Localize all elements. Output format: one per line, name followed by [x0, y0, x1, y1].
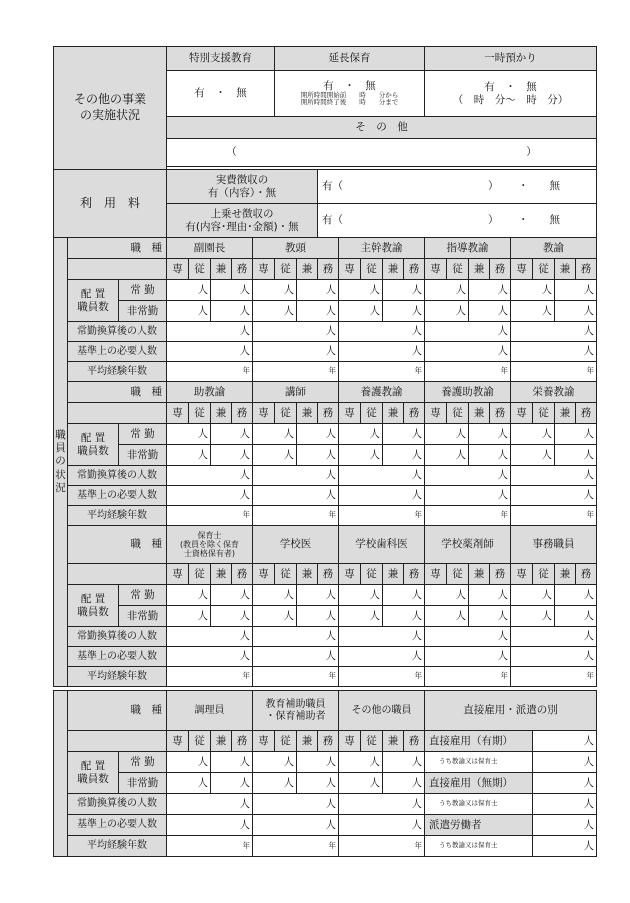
fulltime-concurrent-cell[interactable]: 人	[555, 280, 597, 301]
parttime-concurrent-cell[interactable]: 人	[297, 301, 339, 322]
sub-header-part1: 兼	[297, 731, 318, 752]
special-support-header: 特別支援教育	[167, 47, 275, 71]
other-value[interactable]	[167, 139, 597, 167]
employment-label: うち教諭又は保育士	[425, 794, 533, 815]
experience-cell[interactable]: 年	[253, 506, 339, 526]
sub-header-part1: 兼	[555, 564, 576, 585]
extra-cost-open: 有（	[322, 214, 343, 227]
form-page	[53, 46, 597, 857]
sub-header-part2: 務	[232, 564, 253, 585]
required-label: 基準上の必要人数	[68, 342, 167, 362]
sub-header-part2: 務	[232, 259, 253, 280]
fte-cell[interactable]: 人	[339, 794, 425, 815]
fulltime-label: 常 勤	[119, 280, 167, 301]
fulltime-exclusive-cell[interactable]: 人	[425, 424, 469, 445]
sub-header-part1: 兼	[383, 731, 404, 752]
sub-header-part2: 務	[404, 259, 425, 280]
sub-header-full2: 従	[361, 731, 383, 752]
fulltime-exclusive-cell[interactable]: 人	[425, 280, 469, 301]
experience-label: 平均経験年数	[68, 506, 167, 526]
sub-header-part2: 務	[232, 403, 253, 424]
parttime-exclusive-cell[interactable]: 人	[253, 606, 297, 627]
fte-cell[interactable]: 人	[339, 466, 425, 486]
employment-value[interactable]: 人	[533, 731, 597, 752]
sub-header-full1: 専	[167, 731, 189, 752]
job-type-label: 職 種	[68, 382, 167, 403]
experience-label: 平均経験年数	[68, 836, 167, 857]
fulltime-concurrent-cell[interactable]: 人	[383, 585, 425, 606]
sub-header-full2: 従	[447, 259, 469, 280]
required-cell[interactable]: 人	[339, 815, 425, 836]
fte-cell[interactable]: 人	[425, 322, 511, 342]
job-header: 教諭	[511, 238, 597, 259]
required-cell[interactable]: 人	[253, 486, 339, 506]
fte-label: 常勤換算後の人数	[68, 322, 167, 342]
job-header: 学校薬剤師	[425, 526, 511, 564]
sub-header-full1: 専	[253, 731, 275, 752]
parttime-concurrent-cell[interactable]: 人	[297, 606, 339, 627]
required-cell[interactable]: 人	[511, 647, 597, 667]
job-type-label: 職 種	[68, 238, 167, 259]
fulltime-exclusive-cell[interactable]: 人	[253, 752, 297, 773]
sub-header-full1: 専	[339, 259, 361, 280]
job-header: 教育補助職員 ・保育補助者	[253, 691, 339, 731]
extra-cost-close: ）	[488, 214, 499, 227]
assign-label: 配 置 職員数	[68, 280, 119, 322]
parttime-concurrent-cell[interactable]: 人	[383, 773, 425, 794]
actual-cost-value[interactable]	[318, 170, 597, 204]
employment-label: 直接雇用（無期）	[425, 773, 533, 794]
fulltime-exclusive-cell[interactable]: 人	[425, 585, 469, 606]
other-close: ）	[526, 146, 537, 159]
sub-header-full2: 従	[361, 259, 383, 280]
extra-cost-label-text: 上乗せ徴収の 有(内容･理由･金額)・無	[185, 208, 299, 233]
sub-header-part2: 務	[490, 564, 511, 585]
sub-header-part2: 務	[404, 731, 425, 752]
fulltime-exclusive-cell[interactable]: 人	[167, 585, 211, 606]
other-business-label	[54, 47, 167, 170]
parttime-concurrent-cell[interactable]: 人	[211, 445, 253, 466]
employment-label: 直接雇用（有期）	[425, 731, 533, 752]
job-header: 養護教諭	[339, 382, 425, 403]
sub-header-full2: 従	[189, 731, 211, 752]
parttime-exclusive-cell[interactable]: 人	[253, 445, 297, 466]
sub-header-part1: 兼	[297, 564, 318, 585]
fulltime-exclusive-cell[interactable]: 人	[339, 585, 383, 606]
fulltime-exclusive-cell[interactable]: 人	[253, 280, 297, 301]
fte-cell[interactable]: 人	[339, 627, 425, 647]
sub-header-full2: 従	[189, 403, 211, 424]
sub-header-full1: 専	[339, 564, 361, 585]
sub-header-part2: 務	[318, 403, 339, 424]
special-support-value[interactable]: 有 ・ 無	[167, 71, 275, 117]
parttime-exclusive-cell[interactable]: 人	[511, 445, 555, 466]
required-cell[interactable]: 人	[339, 647, 425, 667]
assign-label: 配 置 職員数	[68, 424, 119, 466]
parttime-concurrent-cell[interactable]: 人	[555, 445, 597, 466]
experience-cell[interactable]: 年	[511, 506, 597, 526]
parttime-exclusive-cell[interactable]: 人	[339, 773, 383, 794]
parttime-exclusive-cell[interactable]: 人	[425, 301, 469, 322]
fte-cell[interactable]: 人	[425, 627, 511, 647]
employment-value[interactable]: 人	[533, 815, 597, 836]
sub-header-full1: 専	[511, 259, 533, 280]
experience-cell[interactable]: 年	[253, 362, 339, 382]
parttime-exclusive-cell[interactable]: 人	[167, 773, 211, 794]
facility-status-table	[53, 46, 597, 857]
job-header: 養護助教諭	[425, 382, 511, 403]
sub-header-part2: 務	[490, 403, 511, 424]
fulltime-concurrent-cell[interactable]: 人	[297, 752, 339, 773]
required-cell[interactable]: 人	[425, 486, 511, 506]
fulltime-concurrent-cell[interactable]: 人	[383, 424, 425, 445]
job-header: 副園長	[167, 238, 253, 259]
fte-cell[interactable]: 人	[253, 466, 339, 486]
sub-header-part2: 務	[490, 259, 511, 280]
fulltime-label: 常 勤	[119, 585, 167, 606]
parttime-label: 非常勤	[119, 301, 167, 322]
sub-header-part2: 務	[404, 564, 425, 585]
temporary-care-value: 有 ・ 無	[484, 81, 537, 94]
required-label: 基準上の必要人数	[68, 486, 167, 506]
sub-header-full1: 専	[425, 403, 447, 424]
fte-cell[interactable]: 人	[167, 627, 253, 647]
parttime-concurrent-cell[interactable]: 人	[469, 606, 511, 627]
required-cell[interactable]: 人	[339, 342, 425, 362]
extra-cost-none: ・ 無	[518, 214, 560, 227]
fees-label: 利 用 料	[54, 170, 167, 238]
sub-header-part1: 兼	[469, 259, 490, 280]
job-type-label: 職 種	[68, 691, 167, 731]
experience-label: 平均経験年数	[68, 362, 167, 382]
fulltime-exclusive-cell[interactable]: 人	[167, 752, 211, 773]
parttime-concurrent-cell[interactable]: 人	[383, 301, 425, 322]
sub-header-full2: 従	[533, 403, 555, 424]
fulltime-concurrent-cell[interactable]: 人	[211, 585, 253, 606]
parttime-concurrent-cell[interactable]: 人	[297, 773, 339, 794]
sub-header-full2: 従	[361, 403, 383, 424]
parttime-label: 非常勤	[119, 606, 167, 627]
parttime-exclusive-cell[interactable]: 人	[339, 445, 383, 466]
parttime-concurrent-cell[interactable]: 人	[211, 301, 253, 322]
sub-header-full1: 専	[425, 259, 447, 280]
job-header: 保育士 (教員を除く保育 士資格保有者)	[167, 526, 253, 564]
fulltime-exclusive-cell[interactable]: 人	[511, 424, 555, 445]
job-header: 事務職員	[511, 526, 597, 564]
sub-header-full1: 専	[339, 403, 361, 424]
fulltime-concurrent-cell[interactable]: 人	[469, 424, 511, 445]
sub-header-part2: 務	[318, 259, 339, 280]
required-cell[interactable]: 人	[167, 342, 253, 362]
parttime-exclusive-cell[interactable]: 人	[253, 301, 297, 322]
sub-header-part1: 兼	[555, 259, 576, 280]
actual-cost-label-text: 実費徴収の 有（内容）・無	[207, 174, 277, 199]
sub-header-blank	[68, 731, 167, 752]
last-side-blank	[54, 691, 68, 857]
sub-header-full2: 従	[447, 403, 469, 424]
experience-label: 平均経験年数	[68, 667, 167, 687]
job-header: 指導教諭	[425, 238, 511, 259]
experience-cell[interactable]: 年	[167, 506, 253, 526]
parttime-exclusive-cell[interactable]: 人	[425, 606, 469, 627]
job-header: 調理員	[167, 691, 253, 731]
fulltime-exclusive-cell[interactable]: 人	[511, 585, 555, 606]
parttime-label: 非常勤	[119, 445, 167, 466]
sub-header-part2: 務	[318, 731, 339, 752]
sub-header-part1: 兼	[383, 564, 404, 585]
parttime-exclusive-cell[interactable]: 人	[511, 301, 555, 322]
parttime-concurrent-cell[interactable]: 人	[383, 445, 425, 466]
employment-value[interactable]: 人	[533, 794, 597, 815]
sub-header-full2: 従	[189, 259, 211, 280]
experience-cell[interactable]: 年	[253, 836, 339, 857]
sub-header-full1: 専	[339, 731, 361, 752]
job-header: 学校医	[253, 526, 339, 564]
fulltime-concurrent-cell[interactable]: 人	[211, 424, 253, 445]
sub-header-full2: 従	[189, 564, 211, 585]
assign-label: 配 置 職員数	[68, 585, 119, 627]
required-cell[interactable]: 人	[425, 647, 511, 667]
assign-label: 配 置 職員数	[68, 752, 119, 794]
temporary-care-time: （ 時 分〜 時 分）	[452, 93, 569, 106]
fulltime-exclusive-cell[interactable]: 人	[339, 280, 383, 301]
job-type-label: 職 種	[68, 526, 167, 564]
job-header: 主幹教諭	[339, 238, 425, 259]
sub-header-part2: 務	[318, 564, 339, 585]
sub-header-part1: 兼	[555, 403, 576, 424]
experience-cell[interactable]: 年	[425, 667, 511, 687]
sub-header-blank	[68, 564, 167, 585]
parttime-exclusive-cell[interactable]: 人	[253, 773, 297, 794]
sub-header-full1: 専	[511, 564, 533, 585]
fulltime-exclusive-cell[interactable]: 人	[339, 424, 383, 445]
fulltime-concurrent-cell[interactable]: 人	[383, 280, 425, 301]
sub-header-full1: 専	[167, 259, 189, 280]
required-cell[interactable]: 人	[167, 815, 253, 836]
parttime-label: 非常勤	[119, 773, 167, 794]
experience-cell[interactable]: 年	[425, 506, 511, 526]
fulltime-label: 常 勤	[119, 424, 167, 445]
parttime-exclusive-cell[interactable]: 人	[425, 445, 469, 466]
parttime-concurrent-cell[interactable]: 人	[469, 301, 511, 322]
parttime-concurrent-cell[interactable]: 人	[211, 606, 253, 627]
employment-header: 直接雇用・派遣の別	[425, 691, 597, 731]
fte-cell[interactable]: 人	[167, 466, 253, 486]
job-header: 教頭	[253, 238, 339, 259]
fte-label: 常勤換算後の人数	[68, 466, 167, 486]
fulltime-label: 常 勤	[119, 752, 167, 773]
fte-label: 常勤換算後の人数	[68, 794, 167, 815]
required-label: 基準上の必要人数	[68, 647, 167, 667]
required-cell[interactable]: 人	[511, 486, 597, 506]
fulltime-concurrent-cell[interactable]: 人	[297, 424, 339, 445]
fulltime-exclusive-cell[interactable]: 人	[253, 585, 297, 606]
sub-header-full2: 従	[275, 403, 297, 424]
fulltime-concurrent-cell[interactable]: 人	[469, 280, 511, 301]
experience-cell[interactable]: 年	[167, 836, 253, 857]
sub-header-part2: 務	[576, 403, 597, 424]
other-header: そ の 他	[167, 117, 597, 139]
sub-header-blank	[68, 403, 167, 424]
fte-label: 常勤換算後の人数	[68, 627, 167, 647]
required-cell[interactable]: 人	[339, 486, 425, 506]
actual-cost-close: ）	[488, 180, 499, 193]
temporary-care-header: 一時預かり	[425, 47, 597, 71]
extra-cost-value[interactable]	[318, 204, 597, 238]
fulltime-concurrent-cell[interactable]: 人	[297, 280, 339, 301]
extended-care-header: 延長保育	[275, 47, 425, 71]
sub-header-part1: 兼	[297, 403, 318, 424]
sub-header-full2: 従	[275, 564, 297, 585]
sub-header-part2: 務	[576, 564, 597, 585]
fulltime-concurrent-cell[interactable]: 人	[211, 752, 253, 773]
parttime-exclusive-cell[interactable]: 人	[167, 445, 211, 466]
actual-cost-label	[167, 170, 318, 204]
fulltime-exclusive-cell[interactable]: 人	[253, 424, 297, 445]
fulltime-concurrent-cell[interactable]: 人	[211, 280, 253, 301]
required-cell[interactable]: 人	[253, 342, 339, 362]
job-header: 講師	[253, 382, 339, 403]
experience-cell[interactable]: 年	[253, 667, 339, 687]
employment-value[interactable]: 人	[533, 836, 597, 857]
fulltime-concurrent-cell[interactable]: 人	[297, 585, 339, 606]
fulltime-concurrent-cell[interactable]: 人	[555, 424, 597, 445]
fulltime-concurrent-cell[interactable]: 人	[555, 585, 597, 606]
experience-cell[interactable]: 年	[511, 667, 597, 687]
extended-care-cell[interactable]	[275, 71, 425, 117]
sub-header-part2: 務	[232, 731, 253, 752]
fte-cell[interactable]: 人	[253, 794, 339, 815]
required-cell[interactable]: 人	[511, 342, 597, 362]
experience-cell[interactable]: 年	[339, 667, 425, 687]
sub-header-part1: 兼	[383, 259, 404, 280]
job-header: その他の職員	[339, 691, 425, 731]
sub-header-part2: 務	[404, 403, 425, 424]
required-label: 基準上の必要人数	[68, 815, 167, 836]
other-open: （	[226, 146, 237, 159]
sub-header-part1: 兼	[211, 731, 232, 752]
fte-cell[interactable]: 人	[511, 322, 597, 342]
employment-label: うち教諭又は保育士	[425, 752, 533, 773]
employment-value[interactable]: 人	[533, 752, 597, 773]
temporary-care-cell[interactable]	[425, 71, 597, 117]
sub-header-part1: 兼	[469, 403, 490, 424]
sub-header-part1: 兼	[211, 564, 232, 585]
sub-header-full1: 専	[167, 564, 189, 585]
job-header: 栄養教諭	[511, 382, 597, 403]
sub-header-full2: 従	[447, 564, 469, 585]
experience-cell[interactable]: 年	[339, 362, 425, 382]
parttime-exclusive-cell[interactable]: 人	[167, 606, 211, 627]
fte-cell[interactable]: 人	[253, 322, 339, 342]
experience-cell[interactable]: 年	[511, 362, 597, 382]
sub-header-blank	[68, 259, 167, 280]
job-header: 学校歯科医	[339, 526, 425, 564]
job-header: 助教諭	[167, 382, 253, 403]
employment-label: うち教諭又は保育士	[425, 836, 533, 857]
sub-header-part1: 兼	[211, 403, 232, 424]
parttime-concurrent-cell[interactable]: 人	[469, 445, 511, 466]
parttime-exclusive-cell[interactable]: 人	[511, 606, 555, 627]
fulltime-exclusive-cell[interactable]: 人	[511, 280, 555, 301]
sub-header-part1: 兼	[469, 564, 490, 585]
sub-header-full2: 従	[533, 259, 555, 280]
extra-cost-label	[167, 204, 318, 238]
fte-cell[interactable]: 人	[511, 466, 597, 486]
fulltime-exclusive-cell[interactable]: 人	[167, 424, 211, 445]
parttime-exclusive-cell[interactable]: 人	[167, 301, 211, 322]
staff-section	[54, 238, 597, 857]
sub-header-part1: 兼	[383, 403, 404, 424]
sub-header-part2: 務	[576, 259, 597, 280]
required-cell[interactable]: 人	[425, 342, 511, 362]
sub-header-full1: 専	[167, 403, 189, 424]
required-cell[interactable]: 人	[253, 647, 339, 667]
fte-cell[interactable]: 人	[511, 627, 597, 647]
fte-cell[interactable]: 人	[339, 322, 425, 342]
parttime-exclusive-cell[interactable]: 人	[339, 301, 383, 322]
parttime-concurrent-cell[interactable]: 人	[297, 445, 339, 466]
employment-value[interactable]: 人	[533, 773, 597, 794]
actual-cost-none: ・ 無	[518, 180, 560, 193]
sub-header-full2: 従	[533, 564, 555, 585]
sub-header-full1: 専	[253, 259, 275, 280]
experience-cell[interactable]: 年	[339, 836, 425, 857]
sub-header-full2: 従	[275, 731, 297, 752]
employment-label: 派遣労働者	[425, 815, 533, 836]
required-cell[interactable]: 人	[167, 647, 253, 667]
required-cell[interactable]: 人	[253, 815, 339, 836]
fte-cell[interactable]: 人	[253, 627, 339, 647]
fulltime-concurrent-cell[interactable]: 人	[469, 585, 511, 606]
extended-care-end: 開所時間終了後 時 分まで	[300, 98, 399, 107]
parttime-concurrent-cell[interactable]: 人	[555, 606, 597, 627]
sub-header-full1: 専	[253, 403, 275, 424]
fulltime-concurrent-cell[interactable]: 人	[383, 752, 425, 773]
fulltime-exclusive-cell[interactable]: 人	[167, 280, 211, 301]
sub-header-part1: 兼	[211, 259, 232, 280]
sub-header-full1: 専	[253, 564, 275, 585]
sub-header-full2: 従	[275, 259, 297, 280]
extended-care-start: 開所時間開始前 時 分から	[300, 91, 399, 100]
parttime-concurrent-cell[interactable]: 人	[211, 773, 253, 794]
required-cell[interactable]: 人	[167, 486, 253, 506]
fulltime-exclusive-cell[interactable]: 人	[339, 752, 383, 773]
experience-cell[interactable]: 年	[167, 667, 253, 687]
sub-header-full1: 専	[511, 403, 533, 424]
parttime-concurrent-cell[interactable]: 人	[383, 606, 425, 627]
fte-cell[interactable]: 人	[167, 322, 253, 342]
parttime-exclusive-cell[interactable]: 人	[339, 606, 383, 627]
experience-cell[interactable]: 年	[339, 506, 425, 526]
actual-cost-open: 有（	[322, 180, 343, 193]
extended-care-value: 有 ・ 無	[323, 79, 376, 92]
experience-cell[interactable]: 年	[425, 362, 511, 382]
other-business-text: その他の事業 の実施状況	[73, 92, 146, 122]
fte-cell[interactable]: 人	[425, 466, 511, 486]
parttime-concurrent-cell[interactable]: 人	[555, 301, 597, 322]
staff-side-label: 職員の状況	[54, 238, 68, 687]
fte-cell[interactable]: 人	[167, 794, 253, 815]
sub-header-part1: 兼	[297, 259, 318, 280]
sub-header-full1: 専	[425, 564, 447, 585]
sub-header-full2: 従	[361, 564, 383, 585]
experience-cell[interactable]: 年	[167, 362, 253, 382]
